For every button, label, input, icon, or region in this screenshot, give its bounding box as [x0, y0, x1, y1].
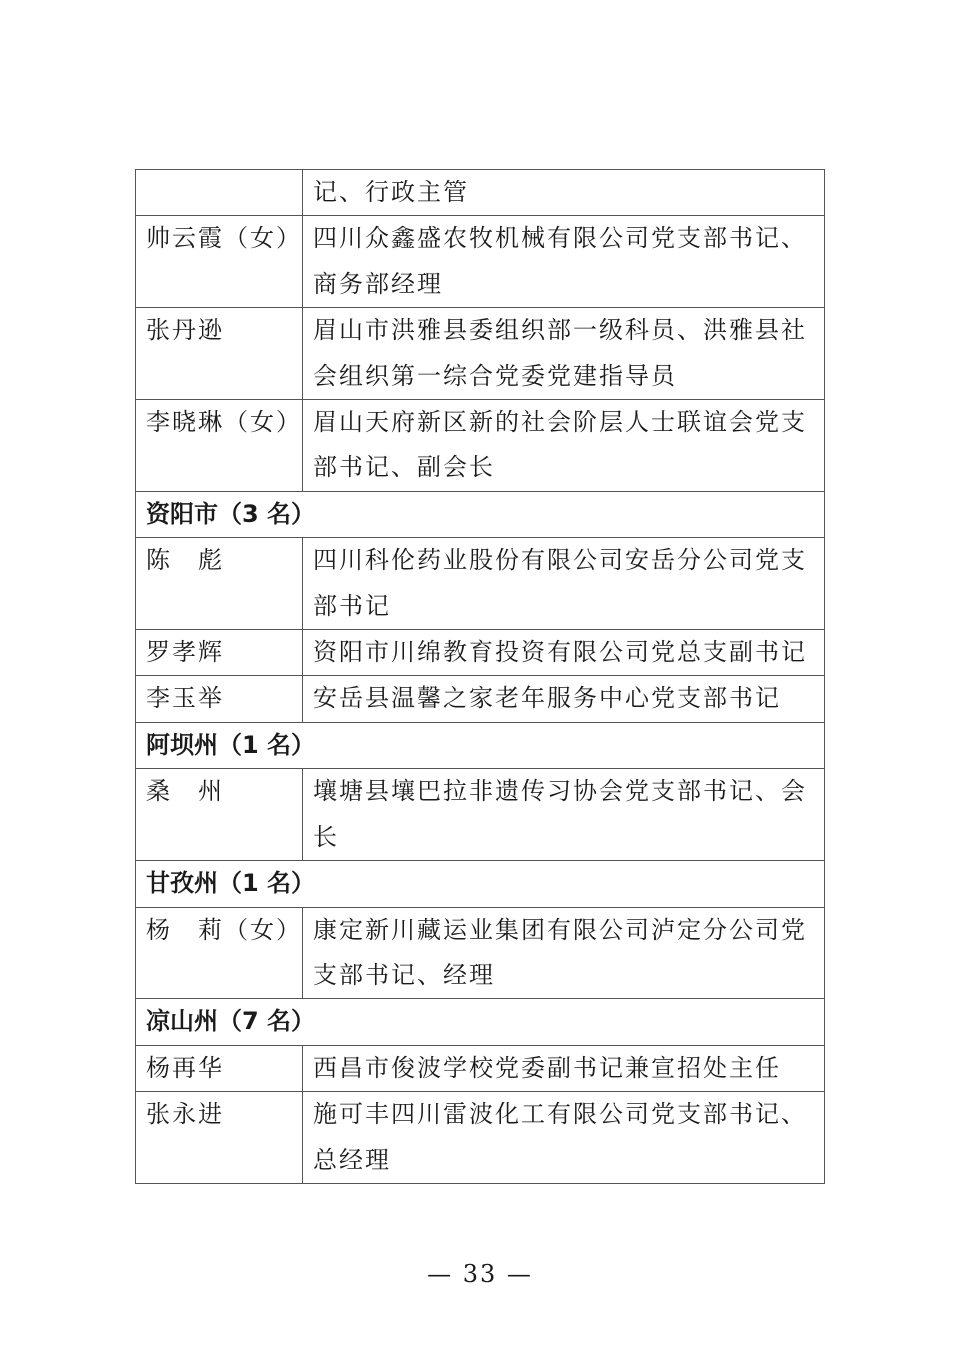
person-name-cell: 罗孝辉	[136, 630, 303, 676]
person-name-cell: 桑 州	[136, 769, 303, 861]
position-cell: 安岳县温馨之家老年服务中心党支部书记	[303, 676, 825, 722]
table-row	[136, 1045, 825, 1091]
table-row	[136, 769, 825, 861]
honoree-table	[135, 169, 825, 1184]
person-name-cell	[136, 170, 303, 216]
table-row	[136, 538, 825, 630]
position-cell: 眉山天府新区新的社会阶层人士联谊会党支部书记、副会长	[303, 400, 825, 492]
table-row	[136, 216, 825, 308]
table-row	[136, 630, 825, 676]
region-header: 甘孜州（1 名）	[136, 861, 825, 907]
position-cell: 壤塘县壤巴拉非遗传习协会党支部书记、会长	[303, 769, 825, 861]
position-cell: 四川科伦药业股份有限公司安岳分公司党支部书记	[303, 538, 825, 630]
table-row	[136, 1092, 825, 1184]
table-row	[136, 400, 825, 492]
person-name-cell: 李晓琳（女）	[136, 400, 303, 492]
person-name-cell: 张丹逊	[136, 308, 303, 400]
person-name-cell: 陈 彪	[136, 538, 303, 630]
page-number: — 33 —	[427, 1260, 533, 1288]
region-header-row	[136, 999, 825, 1045]
position-cell: 施可丰四川雷波化工有限公司党支部书记、总经理	[303, 1092, 825, 1184]
region-header: 资阳市（3 名）	[136, 491, 825, 537]
region-header-row	[136, 722, 825, 768]
position-cell: 康定新川藏运业集团有限公司泸定分公司党支部书记、经理	[303, 907, 825, 999]
table-row	[136, 676, 825, 722]
person-name-cell: 张永进	[136, 1092, 303, 1184]
region-header-row	[136, 861, 825, 907]
table-row	[136, 308, 825, 400]
table-row	[136, 170, 825, 216]
position-cell: 西昌市俊波学校党委副书记兼宣招处主任	[303, 1045, 825, 1091]
position-cell: 眉山市洪雅县委组织部一级科员、洪雅县社会组织第一综合党委党建指导员	[303, 308, 825, 400]
person-name-cell: 杨 莉（女）	[136, 907, 303, 999]
honoree-table-body	[136, 170, 825, 1184]
person-name-cell: 李玉举	[136, 676, 303, 722]
person-name-cell: 杨再华	[136, 1045, 303, 1091]
position-cell: 四川众鑫盛农牧机械有限公司党支部书记、商务部经理	[303, 216, 825, 308]
position-cell: 记、行政主管	[303, 170, 825, 216]
region-header-row	[136, 491, 825, 537]
person-name-cell: 帅云霞（女）	[136, 216, 303, 308]
region-header: 阿坝州（1 名）	[136, 722, 825, 768]
table-row	[136, 907, 825, 999]
region-header: 凉山州（7 名）	[136, 999, 825, 1045]
position-cell: 资阳市川绵教育投资有限公司党总支副书记	[303, 630, 825, 676]
